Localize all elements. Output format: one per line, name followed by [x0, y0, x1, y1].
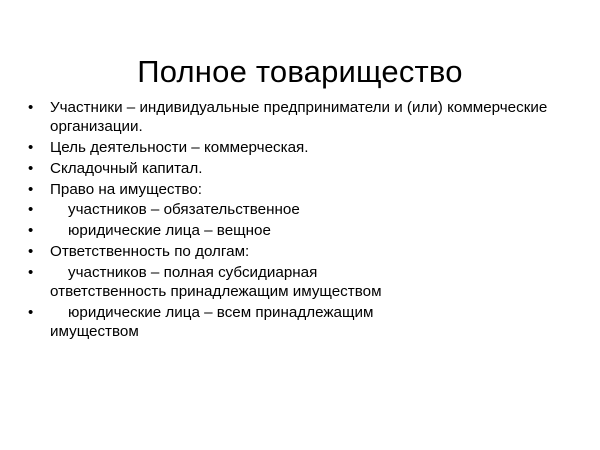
list-item-line-2: имуществом [50, 323, 139, 341]
list-item-label: Ответственность по долгам: [50, 243, 250, 261]
list-item-label: участников – обязательственное [68, 201, 300, 219]
list-item-label: юридические лица – вещное [68, 222, 271, 240]
list-item-label: Цель деятельности – коммерческая. [50, 139, 309, 157]
bullet-marker-icon: • [28, 159, 34, 177]
list-item [28, 200, 574, 219]
list-item-label: Право на имущество: [50, 180, 203, 198]
list-item-label [50, 263, 574, 302]
list-item [28, 242, 574, 261]
bullet-marker-icon: • [28, 263, 34, 281]
list-item-line-1: участников – полная субсидиарная [68, 263, 318, 281]
bullet-marker-icon: • [28, 303, 34, 321]
list-item [28, 138, 574, 157]
bullet-marker-icon: • [28, 99, 34, 116]
list-item [28, 159, 574, 178]
list-item-label: Складочный капитал. [50, 159, 203, 177]
bullet-list [28, 98, 574, 343]
list-item [28, 98, 574, 137]
list-item [28, 221, 574, 240]
bullet-marker-icon: • [28, 201, 34, 219]
bullet-marker-icon: • [28, 139, 34, 157]
page-title: Полное товарищество [137, 53, 463, 89]
bullet-marker-icon: • [28, 222, 34, 240]
list-item-label [50, 303, 574, 342]
list-item-line-1: юридические лица – всем принадлежащим [68, 303, 374, 321]
bullet-marker-icon: • [28, 180, 34, 198]
list-item [28, 263, 574, 302]
list-item-line-2: ответственность принадлежащим имуществом [50, 283, 382, 301]
list-item-label: Участники – индивидуальные предприниматели и (или) коммерческие организации. [50, 99, 552, 136]
list-item [28, 303, 574, 342]
bullet-marker-icon: • [28, 243, 34, 261]
list-item [28, 180, 574, 199]
